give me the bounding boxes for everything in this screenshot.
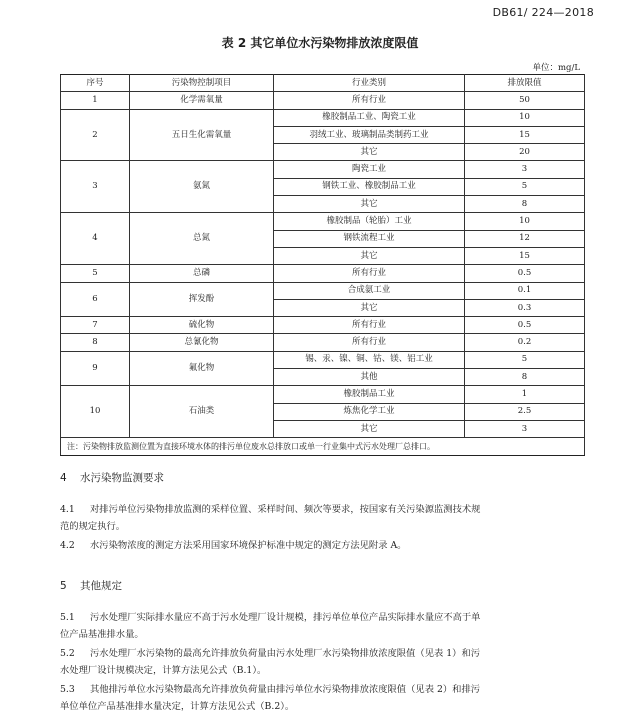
clause-text: 污水处理厂水污染物的最高允许排放负荷量由污水处理厂水污染物排放浓度限值（见表 1）和污: [90, 648, 481, 659]
table-note: 注：污染物排放监测位置为直接环境水体的排污单位废水总排放口或单一行业集中式污水处理厂总排口。: [61, 438, 585, 455]
industry-cell: 锡、汞、镍、铜、钴、镁、铝工业: [274, 351, 465, 368]
table-row: [61, 282, 585, 299]
clause-line: [60, 518, 584, 535]
table-row: [61, 351, 585, 368]
clause-number: 5.3: [60, 684, 75, 695]
limit-value-cell: 1: [465, 386, 585, 403]
section-heading: [60, 470, 164, 485]
clause-text: 单位单位产品基准排水量决定，计算方法见公式（B.2）。: [60, 701, 295, 712]
limit-value-cell: 0.2: [465, 334, 585, 351]
clause-line: [60, 626, 584, 643]
table-row: [61, 317, 585, 334]
industry-cell: 橡胶制品工业、陶瓷工业: [274, 109, 465, 126]
limit-value-cell: 12: [465, 230, 585, 247]
row-number-cell: 5: [61, 265, 130, 282]
table-row: [61, 265, 585, 282]
row-number-cell: 8: [61, 334, 130, 351]
industry-cell: 羽绒工业、玻璃制品类制药工业: [274, 126, 465, 143]
industry-cell: 所有行业: [274, 92, 465, 109]
table-row: [61, 161, 585, 178]
limit-value-cell: 8: [465, 369, 585, 386]
industry-cell: 钢铁流程工业: [274, 230, 465, 247]
unit-label: 单位：mg/L: [532, 63, 580, 73]
row-number-cell: 2: [61, 109, 130, 161]
clause-line: [60, 609, 584, 626]
table-row: [61, 109, 585, 126]
limit-value-cell: 50: [465, 92, 585, 109]
industry-cell: 橡胶制品工业: [274, 386, 465, 403]
clause-paragraph: [60, 681, 584, 715]
clause-number: 5.2: [60, 648, 75, 659]
limit-value-cell: 3: [465, 161, 585, 178]
pollutant-cell: 氨氮: [130, 161, 274, 213]
column-header: 污染物控制项目: [130, 75, 274, 92]
column-header: 序号: [61, 75, 130, 92]
pollutant-cell: 总氮: [130, 213, 274, 265]
clause-paragraph: [60, 501, 584, 535]
clause-text: 其他排污单位水污染物最高允许排放负荷量由排污单位水污染物排放浓度限值（见表 2）和排污: [90, 684, 481, 695]
table-row: [61, 334, 585, 351]
row-number-cell: 1: [61, 92, 130, 109]
clause-paragraph: [60, 609, 584, 643]
row-number-cell: 7: [61, 317, 130, 334]
industry-cell: 钢铁工业、橡胶制品工业: [274, 178, 465, 195]
pollutant-cell: 氟化物: [130, 351, 274, 386]
section-title: 水污染物监测要求: [80, 472, 164, 484]
industry-cell: 其它: [274, 420, 465, 437]
limit-value-cell: 10: [465, 109, 585, 126]
limit-value-cell: 15: [465, 247, 585, 264]
limit-value-cell: 15: [465, 126, 585, 143]
industry-cell: 橡胶制品（轮胎）工业: [274, 213, 465, 230]
pollutant-cell: 总磷: [130, 265, 274, 282]
clause-number: 4.2: [60, 540, 75, 551]
limit-value-cell: 5: [465, 178, 585, 195]
clause-text: 位产品基准排水量。: [60, 629, 144, 640]
pollutant-limits-table: [60, 74, 585, 456]
industry-cell: 其它: [274, 196, 465, 213]
clause-text: 对排污单位污染物排放监测的采样位置、采样时间、频次等要求，按国家有关污染源监测技术规: [90, 504, 481, 515]
table-note-row: [61, 438, 585, 455]
table-title: 表 2 其它单位水污染物排放浓度限值: [221, 36, 419, 50]
limit-value-cell: 0.5: [465, 265, 585, 282]
clause-number: 4.1: [60, 504, 75, 515]
industry-cell: 其它: [274, 299, 465, 316]
row-number-cell: 9: [61, 351, 130, 386]
row-number-cell: 10: [61, 386, 130, 438]
industry-cell: 炼焦化学工业: [274, 403, 465, 420]
clause-paragraph: [60, 645, 584, 679]
limit-value-cell: 20: [465, 144, 585, 161]
clause-line: [60, 537, 584, 554]
column-header: 排放限值: [465, 75, 585, 92]
limit-value-cell: 8: [465, 196, 585, 213]
clause-line: [60, 698, 584, 715]
table-header-row: [61, 75, 585, 92]
industry-cell: 所有行业: [274, 334, 465, 351]
table-row: [61, 92, 585, 109]
industry-cell: 合成氨工业: [274, 282, 465, 299]
industry-cell: 陶瓷工业: [274, 161, 465, 178]
column-header: 行业类别: [274, 75, 465, 92]
industry-cell: 其他: [274, 369, 465, 386]
clause-text: 水处理厂设计规模决定，计算方法见公式（B.1）。: [60, 665, 267, 676]
limit-value-cell: 0.1: [465, 282, 585, 299]
limit-value-cell: 10: [465, 213, 585, 230]
pollutant-cell: 五日生化需氧量: [130, 109, 274, 161]
pollutant-cell: 硫化物: [130, 317, 274, 334]
clause-line: [60, 501, 584, 518]
limit-value-cell: 2.5: [465, 403, 585, 420]
row-number-cell: 6: [61, 282, 130, 317]
clause-text: 范的规定执行。: [60, 521, 126, 532]
clause-line: [60, 681, 584, 698]
limit-value-cell: 0.3: [465, 299, 585, 316]
pollutant-cell: 化学需氧量: [130, 92, 274, 109]
clause-paragraph: [60, 537, 584, 554]
limit-value-cell: 0.5: [465, 317, 585, 334]
industry-cell: 其它: [274, 144, 465, 161]
industry-cell: 其它: [274, 247, 465, 264]
section-heading: [60, 578, 122, 593]
clause-line: [60, 645, 584, 662]
clause-line: [60, 662, 584, 679]
clause-text: 水污染物浓度的测定方法采用国家环境保护标准中规定的测定方法见附录 A。: [90, 540, 407, 551]
industry-cell: 所有行业: [274, 317, 465, 334]
pollutant-cell: 总氰化物: [130, 334, 274, 351]
standard-code: DB61/ 224—2018: [492, 6, 594, 19]
industry-cell: 所有行业: [274, 265, 465, 282]
clause-number: 5.1: [60, 612, 75, 623]
pollutant-cell: 石油类: [130, 386, 274, 438]
section-title: 其他规定: [80, 580, 122, 592]
clause-text: 污水处理厂实际排水量应不高于污水处理厂设计规模，排污单位单位产品实际排水量应不高于单: [90, 612, 481, 623]
pollutant-cell: 挥发酚: [130, 282, 274, 317]
table-row: [61, 213, 585, 230]
table-row: [61, 386, 585, 403]
limit-value-cell: 5: [465, 351, 585, 368]
row-number-cell: 3: [61, 161, 130, 213]
section-number: 5: [60, 580, 67, 592]
row-number-cell: 4: [61, 213, 130, 265]
limit-value-cell: 3: [465, 420, 585, 437]
section-number: 4: [60, 472, 67, 484]
